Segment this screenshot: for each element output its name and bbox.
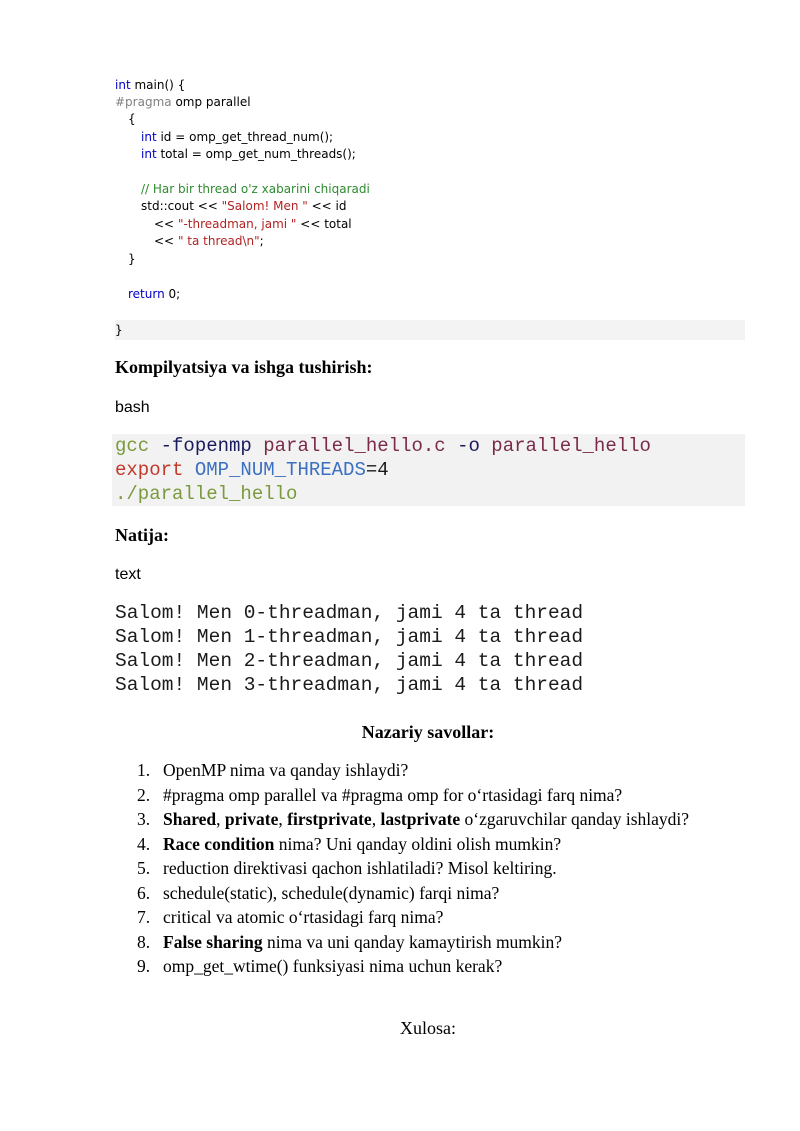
code-line: std::cout << "Salom! Men " << id xyxy=(141,199,347,213)
output-block xyxy=(115,601,583,697)
code-line: } xyxy=(115,323,123,337)
output-line: Salom! Men 3-threadman, jami 4 ta thread xyxy=(115,674,584,696)
list-item: 4. Race condition nima? Uni qanday oldini olish mumkin? xyxy=(137,833,562,854)
code-language-label: text xyxy=(115,566,141,583)
code-line: int total = omp_get_num_threads(); xyxy=(141,147,356,161)
code-language-label: bash xyxy=(115,399,150,416)
code-line: << "-threadman, jami " << total xyxy=(154,217,352,231)
list-item: 7. critical va atomic o‘rtasidagi farq nima? xyxy=(137,907,444,927)
code-line: { xyxy=(128,112,136,126)
code-line: #pragma omp parallel xyxy=(115,95,251,109)
compile-heading: Kompilyatsiya va ishga tushirish: xyxy=(115,357,373,377)
output-line: Salom! Men 2-threadman, jami 4 ta thread xyxy=(115,650,584,672)
output-line: Salom! Men 1-threadman, jami 4 ta thread xyxy=(115,626,584,648)
result-heading: Natija: xyxy=(115,525,169,545)
code-comment: // Har bir thread o'z xabarini chiqaradi xyxy=(141,182,370,196)
output-line: Salom! Men 0-threadman, jami 4 ta thread xyxy=(115,602,584,624)
code-line: } xyxy=(128,252,136,266)
code-line: return 0; xyxy=(128,287,181,301)
conclusion-title: Xulosa: xyxy=(400,1018,456,1038)
shell-line: gcc -fopenmp parallel_hello.c -o parallel_hello xyxy=(115,435,651,457)
shell-line: export OMP_NUM_THREADS=4 xyxy=(115,459,389,481)
list-item: 5. reduction direktivasi qachon ishlatiladi? Misol keltiring. xyxy=(137,858,557,878)
questions-title: Nazariy savollar: xyxy=(361,722,495,742)
questions-list xyxy=(137,758,689,979)
list-item: 8. False sharing nima va uni qanday kamaytirish mumkin? xyxy=(137,931,563,952)
shell-line: ./parallel_hello xyxy=(115,483,298,505)
bash-code-block xyxy=(112,434,745,506)
list-item: 9. omp_get_wtime() funksiyasi nima uchun kerak? xyxy=(137,956,503,976)
list-item: 2. #pragma omp parallel va #pragma omp for o‘rtasidagi farq nima? xyxy=(137,784,623,805)
list-item: 1. OpenMP nima va qanday ishlaydi? xyxy=(137,760,409,780)
list-item: 6. schedule(static), schedule(dynamic) farqi nima? xyxy=(137,882,500,903)
list-item: 3. Shared, private, firstprivate, lastprivate o‘zgaruvchilar qanday ishlaydi? xyxy=(137,809,690,829)
code-line: int main() { xyxy=(115,78,186,92)
code-block-footer xyxy=(115,320,745,340)
code-line: << " ta thread\n"; xyxy=(154,234,264,248)
code-line: int id = omp_get_thread_num(); xyxy=(141,130,334,144)
